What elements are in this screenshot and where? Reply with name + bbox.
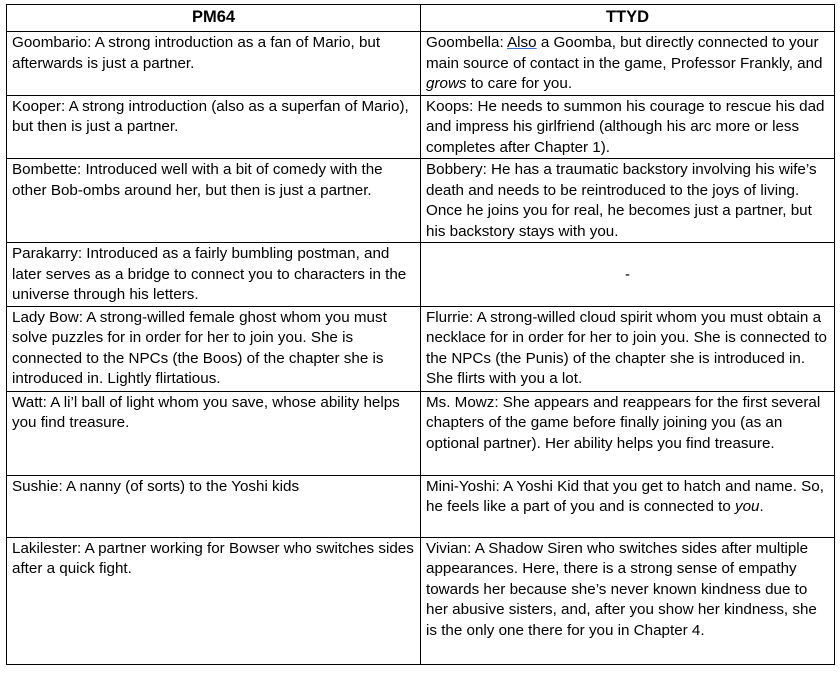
cell-lakilester: Lakilester: A partner working for Bowser who switches sides after a quick fight. <box>7 537 421 664</box>
cell-goombario: Goombario: A strong introduction as a fan of Mario, but afterwards is just a partner. <box>7 32 421 96</box>
cell-watt: Watt: A li’l ball of light whom you save, whose ability helps you find treasure. <box>7 391 421 475</box>
header-row <box>7 5 835 32</box>
cell-goombella <box>421 32 835 96</box>
table-row <box>7 243 835 307</box>
table-row <box>7 391 835 475</box>
cell-parakarry: Parakarry: Introduced as a fairly bumbling postman, and later serves as a bridge to connect you to characters in the universe through his letters. <box>7 243 421 307</box>
cell-bombette: Bombette: Introduced well with a bit of comedy with the other Bob-ombs around her, but then is just a partner. <box>7 159 421 243</box>
goombella-text: a Goomba, but directly connected to your main source of contact in the game, Professor Frankly, and <box>426 34 823 72</box>
mini-yoshi-text: Mini-Yoshi: A Yoshi Kid that you get to hatch and name. So, he feels like a part of you and is connected to <box>426 477 824 515</box>
cell-vivian: Vivian: A Shadow Siren who switches sides after multiple appearances. Here, there is a strong sense of empathy towards her because she’s never known kindness due to her abusive sisters, and, after you show her kindness, she is the only one there for you in Chapter 4. <box>421 537 835 664</box>
table-row <box>7 159 835 243</box>
cell-bobbery: Bobbery: He has a traumatic backstory involving his wife’s death and needs to be reintroduced to the joys of living. Once he joins you for real, he becomes just a partner, but his backstory stays with you. <box>421 159 835 243</box>
goombella-name: Goombella: <box>426 34 508 51</box>
cell-sushie: Sushie: A nanny (of sorts) to the Yoshi kids <box>7 475 421 537</box>
table-row <box>7 475 835 537</box>
cell-empty-dash: - <box>421 243 835 307</box>
cell-flurrie: Flurrie: A strong-willed cloud spirit whom you must obtain a necklace for in order for her to join you. She is connected to the NPCs (the Punis) of the chapter she is introduced in. She flirts with you a lot. <box>421 306 835 391</box>
emphasis-grows: grows <box>426 75 467 92</box>
cell-ms-mowz: Ms. Mowz: She appears and reappears for the first several chapters of the game before finally joining you (as an optional partner). Her ability helps you find treasure. <box>421 391 835 475</box>
mini-yoshi-end: . <box>759 498 764 515</box>
table-row <box>7 32 835 96</box>
table-row <box>7 306 835 391</box>
goombella-text-end: to care for you. <box>466 75 573 92</box>
cell-koops: Koops: He needs to summon his courage to rescue his dad and impress his girlfriend (although his arc more or less completes after Chapter 1). <box>421 95 835 159</box>
emphasis-you: you <box>735 498 760 515</box>
table-row <box>7 537 835 664</box>
comparison-table <box>6 4 835 665</box>
cell-lady-bow: Lady Bow: A strong-willed female ghost whom you must solve puzzles for in order for her to join you. She is connected to the NPCs (the Boos) of the chapter she is introduced in. Lightly flirtatious. <box>7 306 421 391</box>
header-ttyd: TTYD <box>421 5 835 32</box>
cell-kooper: Kooper: A strong introduction (also as a superfan of Mario), but then is just a partner. <box>7 95 421 159</box>
table-row <box>7 95 835 159</box>
spellcheck-word[interactable]: Also <box>507 34 537 51</box>
cell-mini-yoshi <box>421 475 835 537</box>
header-pm64: PM64 <box>7 5 421 32</box>
